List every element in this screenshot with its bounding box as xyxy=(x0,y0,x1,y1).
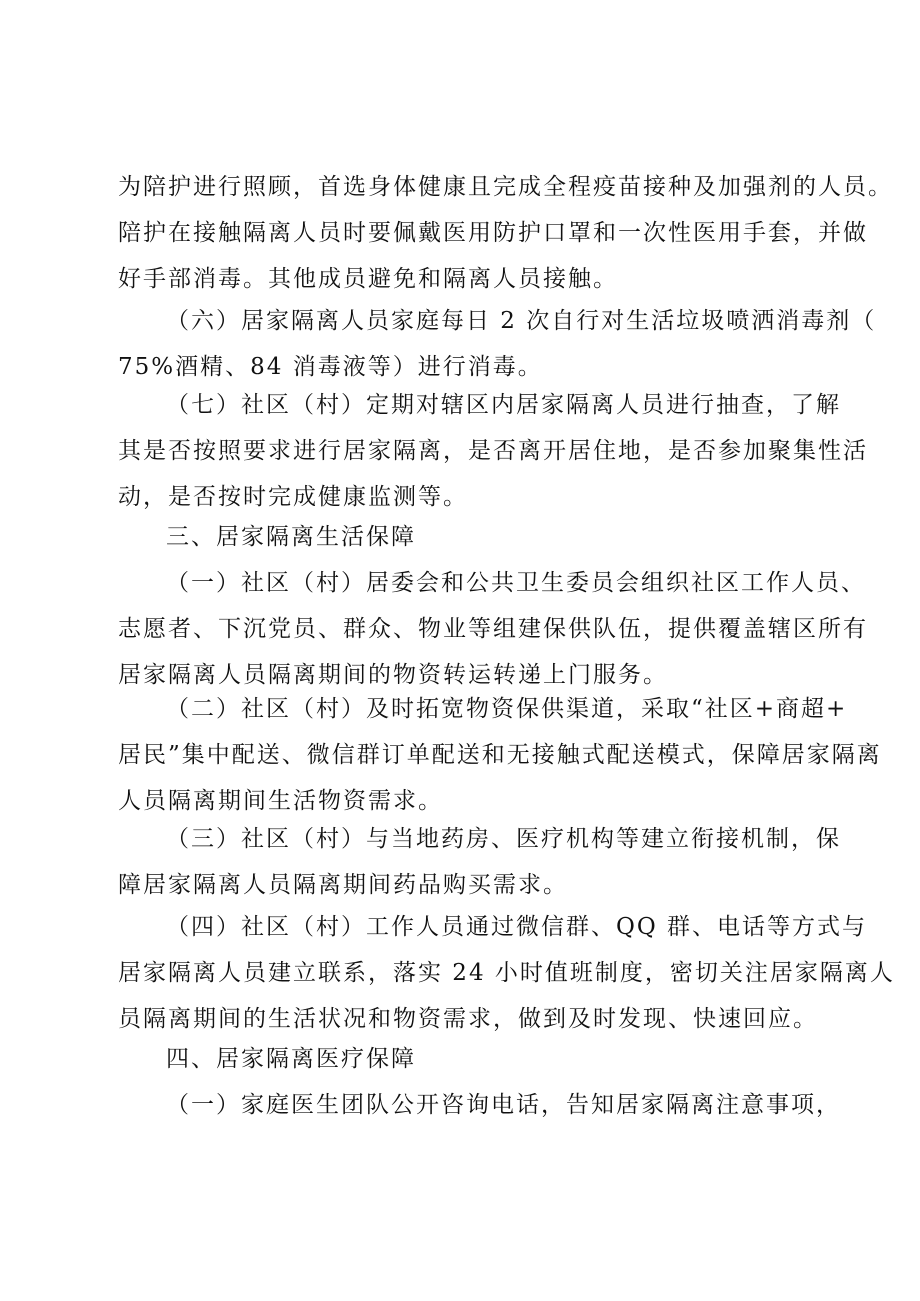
paragraph-4-item-1 xyxy=(118,1082,841,1128)
text-line: （三）社区（村）与当地药房、医疗机构等建立衔接机制，保 xyxy=(166,826,841,852)
text-line: 居民”集中配送、微信群订单配送和无接触式配送模式，保障居家隔离 xyxy=(118,742,882,768)
text-line: 为陪护进行照顾，首选身体健康且完成全程疫苗接种及加强剂的人员。 xyxy=(118,174,893,200)
text-line: 75%酒精、84 消毒液等）进行消毒。 xyxy=(118,354,543,380)
text-line: 动，是否按时完成健康监测等。 xyxy=(118,484,468,510)
paragraph-3-item-2 xyxy=(118,686,882,824)
text-line: （七）社区（村）定期对辖区内居家隔离人员进行抽查，了解 xyxy=(166,392,841,418)
paragraph-item-6 xyxy=(118,298,877,390)
text-line: 志愿者、下沉党员、群众、物业等组建保供队伍，提供覆盖辖区所有 xyxy=(118,616,868,642)
text-line: 其是否按照要求进行居家隔离，是否离开居住地，是否参加聚集性活 xyxy=(118,438,868,464)
text-line: 好手部消毒。其他成员避免和隔离人员接触。 xyxy=(118,266,618,292)
text-line: （四）社区（村）工作人员通过微信群、QQ 群、电话等方式与 xyxy=(166,914,868,940)
paragraph-3-item-4 xyxy=(118,904,895,1042)
text-line: 居家隔离人员建立联系，落实 24 小时值班制度，密切关注居家隔离人 xyxy=(118,960,895,986)
text-line: （一）社区（村）居委会和公共卫生委员会组织社区工作人员、 xyxy=(166,570,866,596)
text-line: 人员隔离期间生活物资需求。 xyxy=(118,788,443,814)
text-line: （一）家庭医生团队公开咨询电话，告知居家隔离注意事项， xyxy=(166,1092,841,1118)
text-line: （二）社区（村）及时拓宽物资保供渠道，采取“社区+商超+ xyxy=(166,696,848,722)
text-line: 员隔离期间的生活状况和物资需求，做到及时发现、快速回应。 xyxy=(118,1006,818,1032)
text-line: （六）居家隔离人员家庭每日 2 次自行对生活垃圾喷洒消毒剂（ xyxy=(166,308,877,334)
text-line: 障居家隔离人员隔离期间药品购买需求。 xyxy=(118,872,568,898)
paragraph-3-item-3 xyxy=(118,816,841,908)
section-heading-3 xyxy=(118,514,818,560)
text-line: 居家隔离人员隔离期间的物资转运转递上门服务。 xyxy=(118,662,668,688)
paragraph-item-7 xyxy=(118,382,868,520)
paragraph-companion-care xyxy=(118,164,893,302)
paragraph-3-item-1 xyxy=(118,560,868,698)
text-line: 陪护在接触隔离人员时要佩戴医用防护口罩和一次性医用手套，并做 xyxy=(118,220,868,246)
section-heading-text: 三、居家隔离生活保障 xyxy=(166,524,416,550)
section-heading-text: 四、居家隔离医疗保障 xyxy=(166,1046,416,1072)
section-heading-4 xyxy=(118,1036,818,1082)
